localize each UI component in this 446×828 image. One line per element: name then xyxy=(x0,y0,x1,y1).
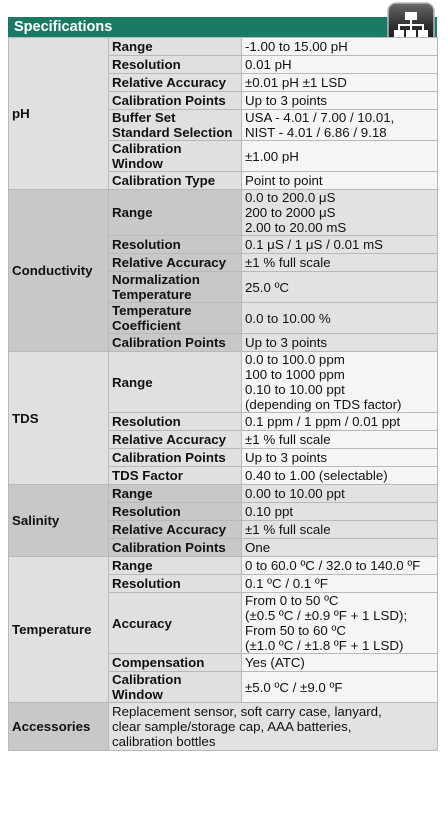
row-label: Temperature Coefficient xyxy=(109,303,242,334)
row-value: Up to 3 points xyxy=(242,449,438,467)
specifications-header xyxy=(8,17,437,37)
section-salinity xyxy=(9,485,438,557)
row-value: 0.0 to 200.0 μS 200 to 2000 μS 2.00 to 20.00 mS xyxy=(242,190,438,236)
row-label: Buffer Set Standard Selection xyxy=(109,110,242,141)
row-value: Up to 3 points xyxy=(242,334,438,352)
row-label: Resolution xyxy=(109,413,242,431)
row-label: Resolution xyxy=(109,575,242,593)
row-value: ±1 % full scale xyxy=(242,254,438,272)
row-label: Resolution xyxy=(109,236,242,254)
row-value: USA - 4.01 / 7.00 / 10.01, NIST - 4.01 / 6.86 / 9.18 xyxy=(242,110,438,141)
row-value: 25.0 ºC xyxy=(242,272,438,303)
row-label: Calibration Points xyxy=(109,334,242,352)
row-label: Calibration Points xyxy=(109,449,242,467)
accessories-value: Replacement sensor, soft carry case, lanyard, clear sample/storage cap, AAA batteries, calibration bottles xyxy=(109,703,438,751)
row-label: Calibration Window xyxy=(109,141,242,172)
row-value: ±0.01 pH ±1 LSD xyxy=(242,74,438,92)
section-name-conductivity: Conductivity xyxy=(9,190,109,352)
section-accessories xyxy=(9,703,438,751)
row-value: 0.1 μS / 1 μS / 0.01 mS xyxy=(242,236,438,254)
row-label: Resolution xyxy=(109,503,242,521)
row-value: ±5.0 ºC / ±9.0 ºF xyxy=(242,672,438,703)
section-ph xyxy=(9,38,438,190)
row-value: ±1 % full scale xyxy=(242,431,438,449)
row-value: One xyxy=(242,539,438,557)
row-value: From 0 to 50 ºC (±0.5 ºC / ±0.9 ºF + 1 LSD); From 50 to 60 ºC (±1.0 ºC / ±1.8 ºF + 1 LSD) xyxy=(242,593,438,654)
section-name-accessories: Accessories xyxy=(9,703,109,751)
row-value: 0.1 ppm / 1 ppm / 0.01 ppt xyxy=(242,413,438,431)
row-value: ±1.00 pH xyxy=(242,141,438,172)
section-name-tds: TDS xyxy=(9,352,109,485)
row-label: Range xyxy=(109,557,242,575)
row-label: Calibration Points xyxy=(109,92,242,110)
section-name-temperature: Temperature xyxy=(9,557,109,703)
row-value: 0.0 to 100.0 ppm 100 to 1000 ppm 0.10 to 10.00 ppt (depending on TDS factor) xyxy=(242,352,438,413)
row-label: TDS Factor xyxy=(109,467,242,485)
row-value: 0.00 to 10.00 ppt xyxy=(242,485,438,503)
row-label: Relative Accuracy xyxy=(109,521,242,539)
row-value: 0.10 ppt xyxy=(242,503,438,521)
row-label: Normalization Temperature xyxy=(109,272,242,303)
section-temperature xyxy=(9,557,438,703)
row-value: 0.40 to 1.00 (selectable) xyxy=(242,467,438,485)
row-label: Relative Accuracy xyxy=(109,254,242,272)
row-value: 0 to 60.0 ºC / 32.0 to 140.0 ºF xyxy=(242,557,438,575)
section-tds xyxy=(9,352,438,485)
row-value: 0.1 ºC / 0.1 ºF xyxy=(242,575,438,593)
row-value: Yes (ATC) xyxy=(242,654,438,672)
row-label: Calibration Window xyxy=(109,672,242,703)
row-value: 0.0 to 10.00 % xyxy=(242,303,438,334)
row-value: ±1 % full scale xyxy=(242,521,438,539)
specifications-table xyxy=(8,37,438,751)
row-value: Up to 3 points xyxy=(242,92,438,110)
section-name-ph: pH xyxy=(9,38,109,190)
row-label: Accuracy xyxy=(109,593,242,654)
row-label: Range xyxy=(109,485,242,503)
row-label: Compensation xyxy=(109,654,242,672)
row-label: Resolution xyxy=(109,56,242,74)
row-label: Range xyxy=(109,190,242,236)
row-label: Range xyxy=(109,38,242,56)
row-label: Calibration Points xyxy=(109,539,242,557)
row-label: Range xyxy=(109,352,242,413)
row-value: Point to point xyxy=(242,172,438,190)
row-label: Calibration Type xyxy=(109,172,242,190)
row-label: Relative Accuracy xyxy=(109,431,242,449)
row-value: 0.01 pH xyxy=(242,56,438,74)
row-value: -1.00 to 15.00 pH xyxy=(242,38,438,56)
section-conductivity xyxy=(9,190,438,352)
section-name-salinity: Salinity xyxy=(9,485,109,557)
specifications-title: Specifications xyxy=(14,19,113,35)
row-label: Relative Accuracy xyxy=(109,74,242,92)
